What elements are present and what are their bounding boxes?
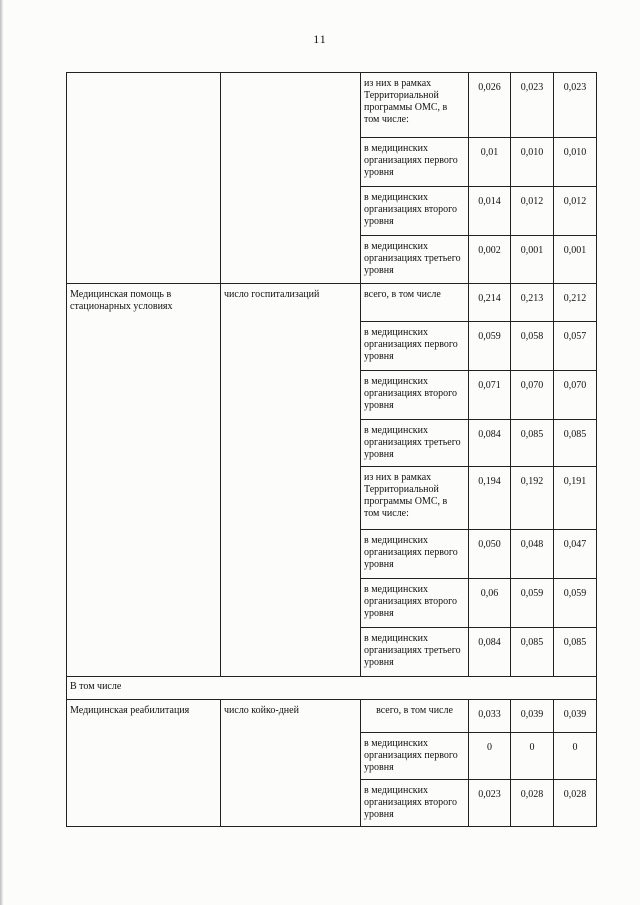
table-row [67,284,597,322]
value-cell: 0,071 [469,371,511,420]
value-cell: 0,06 [469,579,511,628]
value-cell: 0,01 [469,138,511,187]
value-cell: 0,039 [554,700,597,733]
value-cell: 0,194 [469,467,511,530]
row-label: в медицинских организациях второго уровня [361,371,469,420]
value-cell: 0,050 [469,530,511,579]
page-number: 11 [313,32,327,46]
row-label: всего, в том числе [361,700,469,733]
unit-cell [221,73,361,284]
value-cell: 0,059 [554,579,597,628]
value-cell: 0,012 [511,187,554,236]
value-cell: 0,213 [511,284,554,322]
row-label: из них в рамках Территориальной программы ОМС, в том числе: [361,73,469,138]
value-cell: 0,028 [554,780,597,827]
row-label: в медицинских организациях третьего уровня [361,236,469,284]
value-cell: 0,085 [554,628,597,677]
value-cell: 0,212 [554,284,597,322]
row-label: из них в рамках Территориальной программы ОМС, в том числе: [361,467,469,530]
row-label: в медицинских организациях второго уровня [361,579,469,628]
value-cell: 0,012 [554,187,597,236]
value-cell: 0,001 [511,236,554,284]
value-cell: 0,026 [469,73,511,138]
value-cell: 0,057 [554,322,597,371]
value-cell: 0,010 [554,138,597,187]
value-cell: 0,192 [511,467,554,530]
value-cell: 0,047 [554,530,597,579]
row-label: в медицинских организациях первого уровня [361,138,469,187]
row-label: в медицинских организациях первого уровня [361,530,469,579]
value-cell: 0,214 [469,284,511,322]
value-cell: 0 [554,733,597,780]
table-row [67,677,597,700]
table-row [67,73,597,138]
value-cell: 0,070 [511,371,554,420]
value-cell: 0,014 [469,187,511,236]
care-type-cell: Медицинская помощь в стационарных условиях [67,284,221,677]
value-cell: 0 [469,733,511,780]
row-label: в медицинских организациях третьего уровня [361,628,469,677]
data-table [66,72,597,827]
value-cell: 0,059 [469,322,511,371]
value-cell: 0,023 [511,73,554,138]
scan-edge [0,0,3,905]
row-label: в медицинских организациях первого уровня [361,733,469,780]
row-label: в медицинских организациях третьего уровня [361,420,469,467]
value-cell: 0 [511,733,554,780]
value-cell: 0,070 [554,371,597,420]
value-cell: 0,085 [511,420,554,467]
value-cell: 0,084 [469,420,511,467]
value-cell: 0,002 [469,236,511,284]
unit-cell: число койко-дней [221,700,361,827]
value-cell: 0,191 [554,467,597,530]
value-cell: 0,059 [511,579,554,628]
value-cell: 0,084 [469,628,511,677]
table-row [67,700,597,733]
row-label: в медицинских организациях первого уровня [361,322,469,371]
value-cell: 0,028 [511,780,554,827]
care-type-cell [67,73,221,284]
care-type-cell: Медицинская реабилитация [67,700,221,827]
value-cell: 0,048 [511,530,554,579]
unit-cell: число госпитализаций [221,284,361,677]
row-label: всего, в том числе [361,284,469,322]
value-cell: 0,033 [469,700,511,733]
value-cell: 0,010 [511,138,554,187]
value-cell: 0,023 [469,780,511,827]
section-heading: В том числе [67,677,597,700]
value-cell: 0,039 [511,700,554,733]
value-cell: 0,001 [554,236,597,284]
value-cell: 0,023 [554,73,597,138]
value-cell: 0,085 [554,420,597,467]
value-cell: 0,085 [511,628,554,677]
value-cell: 0,058 [511,322,554,371]
row-label: в медицинских организациях второго уровня [361,187,469,236]
row-label: в медицинских организациях второго уровня [361,780,469,827]
